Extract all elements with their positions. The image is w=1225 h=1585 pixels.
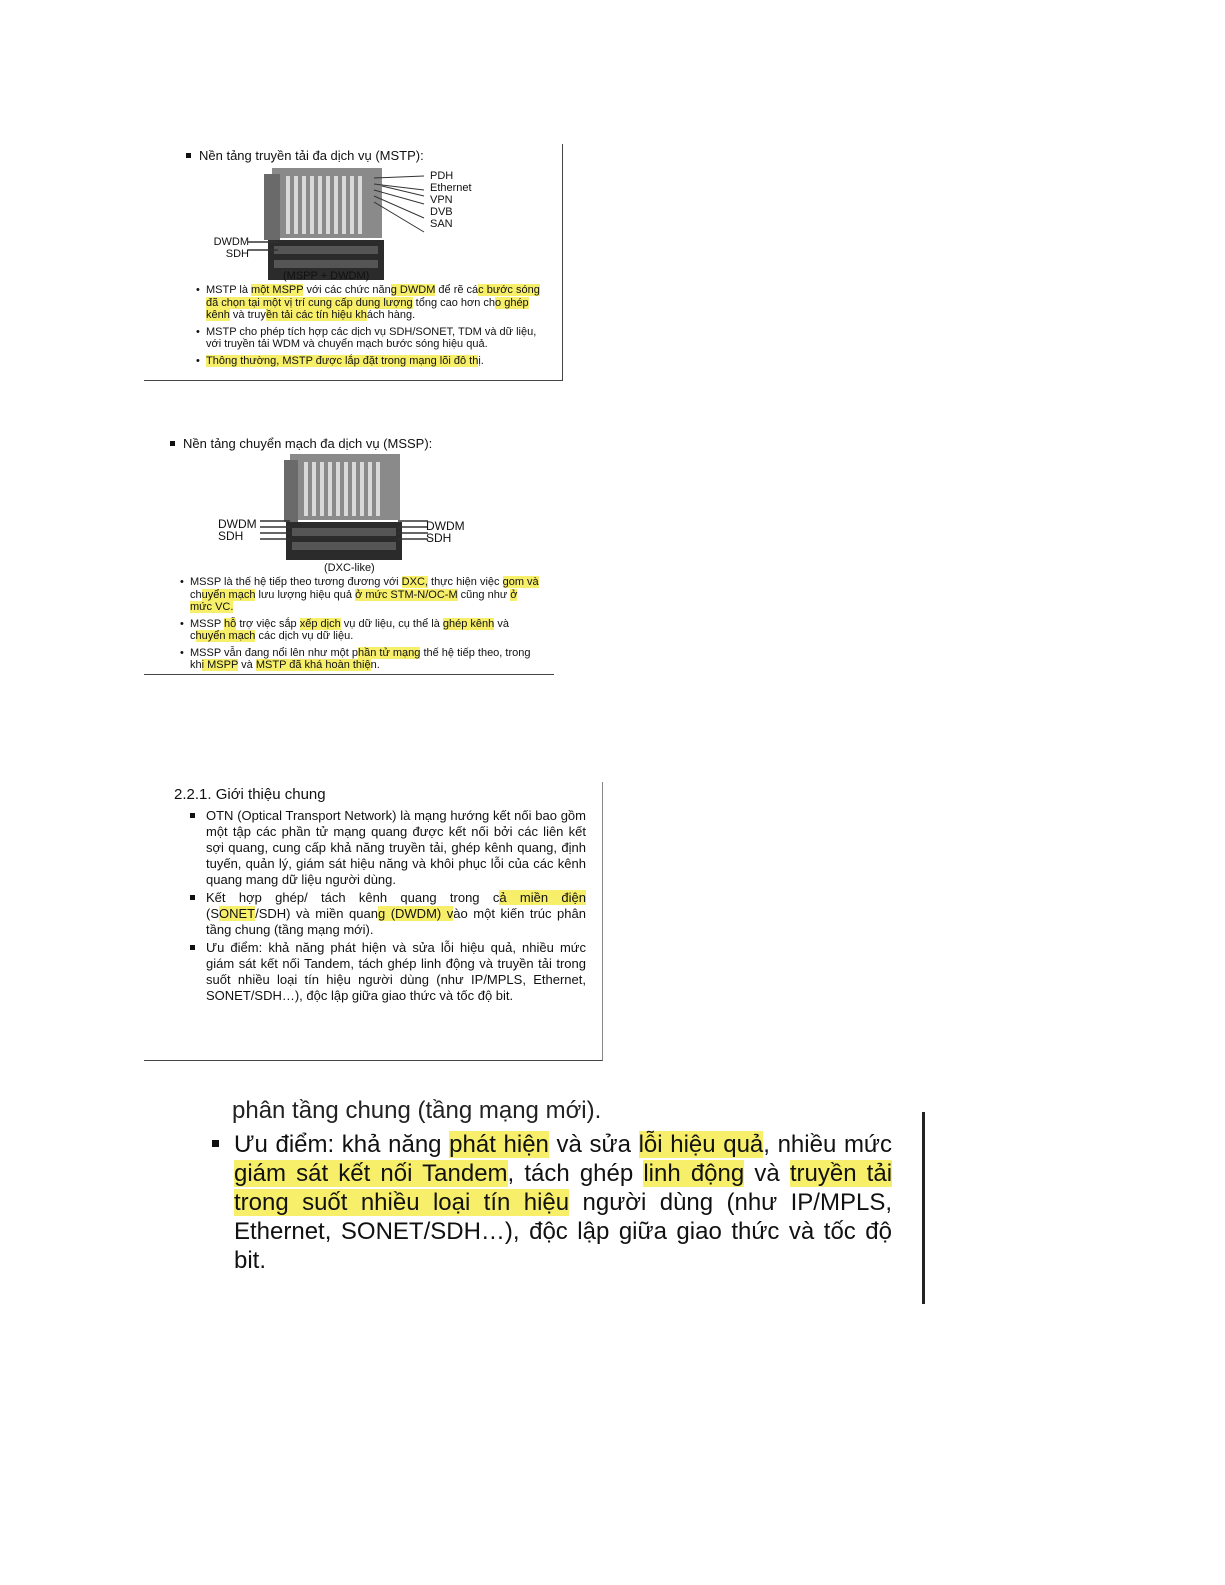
mstp-title: Nền tảng truyền tải đa dịch vụ (MSTP): — [186, 148, 424, 163]
list-item: OTN (Optical Transport Network) là mạng hướng kết nối bao gồm một tập các phần tử mạng quang được kết nối bởi các liên kết sợi quang, cung cấp khả năng truyền tải, ghép kênh quang, định tuyến, quản lý, giám sát hiệu năng và khôi phục lỗi của các kênh quang mang dữ liệu người dùng. — [190, 808, 586, 888]
zoomed-excerpt — [200, 1097, 925, 1304]
mssp-right-labels: DWDM SDH — [426, 519, 465, 545]
mssp-slide — [144, 434, 554, 675]
zoomed-bullets — [212, 1130, 892, 1275]
list-item: • MSSP hỗ trợ việc sắp xếp dịch vụ dữ liệu, cụ thể là ghép kênh và chuyển mạch các dịch vụ dữ liệu. — [180, 618, 542, 643]
mstp-caption: (MSPP + DWDM) — [283, 270, 370, 282]
mssp-left-labels: DWDM SDH — [218, 517, 257, 543]
list-item: • MSSP là thế hệ tiếp theo tương đương với DXC, thực hiện việc gom và chuyển mạch lưu lượng hiệu quả ở mức STM-N/OC-M cũng như ở mức VC. — [180, 576, 542, 614]
mssp-equipment-image — [284, 454, 404, 564]
mstp-right-connectors — [374, 168, 434, 238]
mstp-bullets — [196, 284, 546, 371]
mssp-caption: (DXC-like) — [324, 562, 375, 574]
list-item: • MSSP vẫn đang nổi lên như một phần tử mạng thế hệ tiếp theo, trong khi MSPP và MSTP đã khá hoàn thiện. — [180, 647, 542, 672]
cut-off-line: phân tầng chung (tầng mạng mới). — [232, 1097, 602, 1124]
list-item: • MSTP cho phép tích hợp các dịch vụ SDH/SONET, TDM và dữ liệu, với truyền tải WDM và chuyển mạch bước sóng hiệu quả. — [196, 326, 546, 351]
mssp-right-connectors — [398, 518, 428, 546]
mssp-title: Nền tảng chuyển mạch đa dịch vụ (MSSP): — [170, 436, 432, 451]
mstp-equipment-image — [264, 166, 389, 284]
list-item: • MSTP là một MSPP với các chức năng DWDM để rẽ các bước sóng đã chọn tại một vị trí cung cấp dung lượng tổng cao hơn cho ghép kênh và truyền tải các tín hiệu khách hàng. — [196, 284, 546, 322]
mstp-left-labels: DWDM SDH — [213, 236, 249, 260]
mstp-slide — [144, 144, 563, 381]
list-item: Ưu điểm: khả năng phát hiện và sửa lỗi hiệu quả, nhiều mức giám sát kết nối Tandem, tách ghép linh động và truyền tải trong suốt nhiều loại tín hiệu người dùng (như IP/MPLS, Ethernet, SONET/SDH…), độc lập giữa giao thức và tốc độ bit. — [212, 1130, 892, 1275]
list-item: • Thông thường, MSTP được lắp đặt trong mạng lõi đô thị. — [196, 355, 546, 368]
mssp-left-connectors — [260, 518, 290, 546]
mstp-right-labels: PDH Ethernet VPN DVB SAN — [430, 170, 472, 230]
mstp-left-connectors — [248, 238, 278, 258]
otn-bullets — [190, 808, 586, 1006]
otn-slide — [144, 782, 603, 1061]
mssp-bullets — [180, 576, 542, 676]
list-item: Kết hợp ghép/ tách kênh quang trong cả miền điện (SONET/SDH) và miền quang (DWDM) vào một kiến trúc phân tầng chung (tầng mạng mới). — [190, 890, 586, 938]
list-item: Ưu điểm: khả năng phát hiện và sửa lỗi hiệu quả, nhiều mức giám sát kết nối Tandem, tách ghép linh động và truyền tải trong suốt nhiều loại tín hiệu người dùng (như IP/MPLS, Ethernet, SONET/SDH…), độc lập giữa giao thức và tốc độ bit. — [190, 940, 586, 1004]
section-heading: 2.2.1. Giới thiệu chung — [174, 786, 326, 803]
